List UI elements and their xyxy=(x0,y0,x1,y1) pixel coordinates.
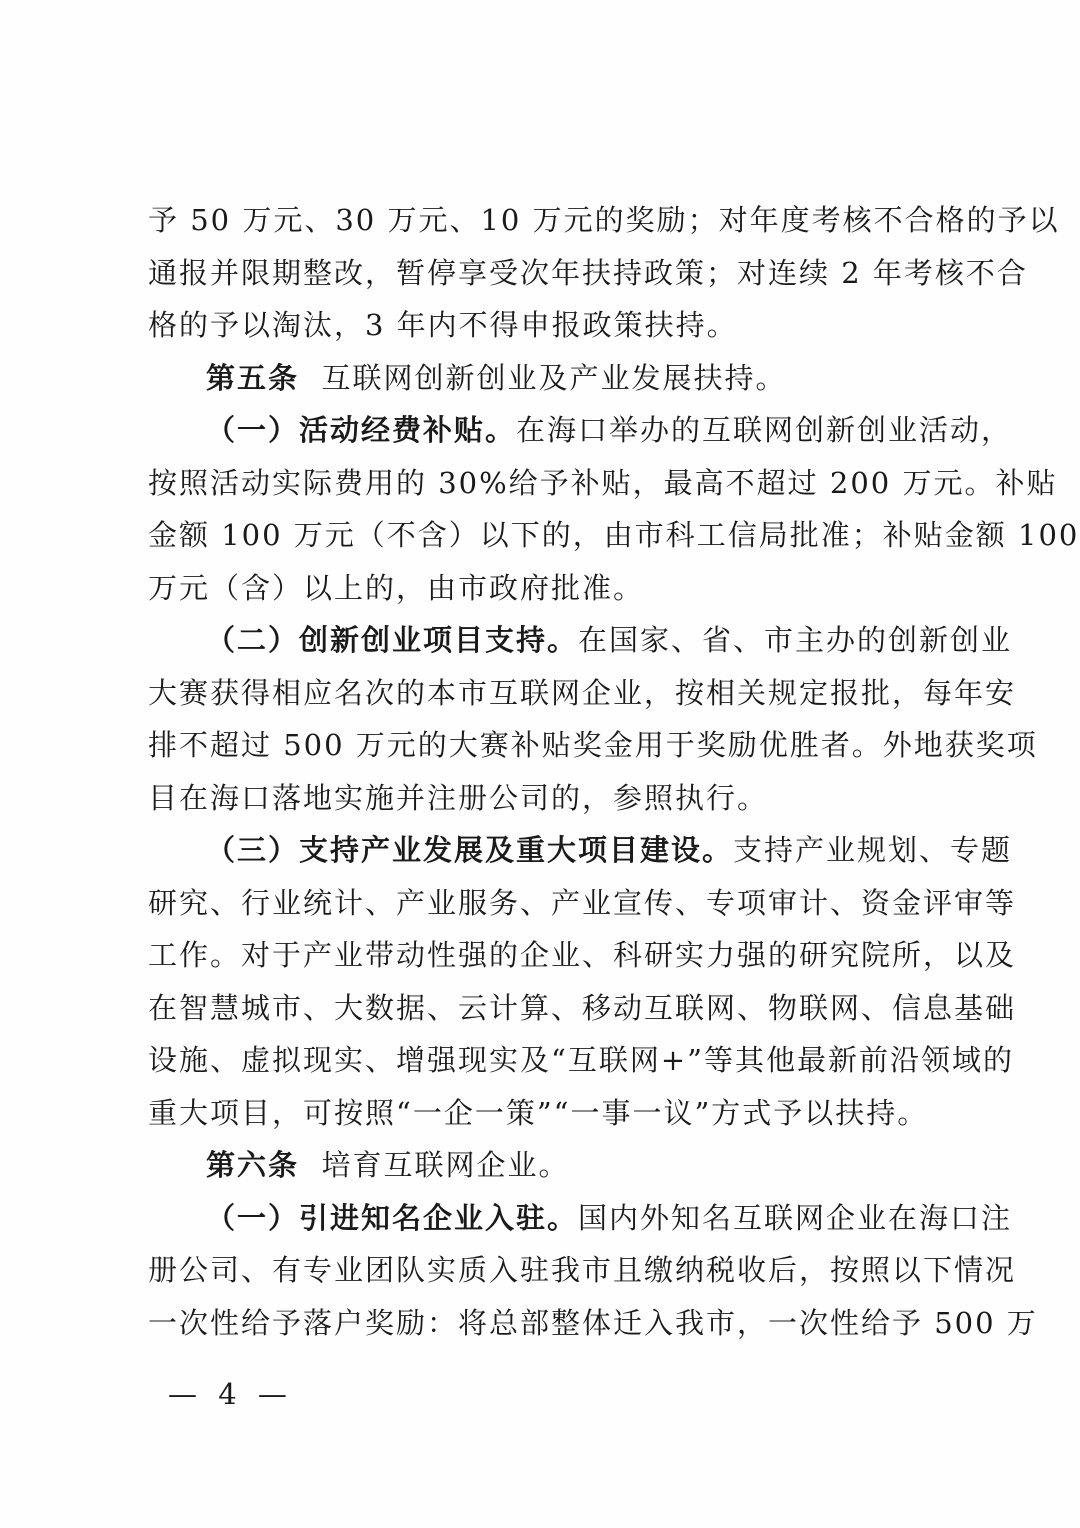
article-5-label: 第五条 xyxy=(206,360,300,395)
text-line: 目在海口落地实施并注册公司的，参照执行。 xyxy=(148,780,769,815)
clause-6-1-first-line xyxy=(148,1192,1013,1245)
clause-5-2-first-line xyxy=(148,614,1013,667)
clause-5-3-text: 支持产业规划、专题 xyxy=(733,833,1013,867)
clause-5-3-first-line xyxy=(148,824,1013,877)
text-line: 排不超过 500 万元的大赛补贴奖金用于奖励优胜者。外地获奖项 xyxy=(148,728,1038,762)
clause-5-1-first-line xyxy=(148,404,1013,457)
clause-6-1-heading: （一）引进知名企业入驻。 xyxy=(206,1200,579,1235)
text-line: 一次性给予落户奖励：将总部整体迁入我市，一次性给予 500 万 xyxy=(148,1305,1038,1340)
clause-5-1-heading: （一）活动经费补贴。 xyxy=(206,413,517,447)
article-5-heading-line xyxy=(148,352,948,405)
clause-5-2-text: 在国家、省、市主办的创新创业 xyxy=(578,623,1013,657)
text-line: 册公司、有专业团队实质入驻我市且缴纳税收后，按照以下情况 xyxy=(148,1253,1017,1287)
text-line: 在智慧城市、大数据、云计算、移动互联网、物联网、信息基础 xyxy=(148,990,1017,1025)
clause-6-1-text: 国内外知名互联网企业在海口注 xyxy=(578,1200,1013,1235)
clause-5-2-heading: （二）创新创业项目支持。 xyxy=(206,623,579,657)
text-line: 万元（含）以上的，由市政府批准。 xyxy=(148,570,645,605)
document-body xyxy=(148,194,1080,1349)
text-line: 格的予以淘汰，3 年内不得申报政策扶持。 xyxy=(148,308,738,342)
text-line: 大赛获得相应名次的本市互联网企业，按相关规定报批，每年安 xyxy=(148,675,1017,710)
text-line: 设施、虚拟现实、增强现实及“互联网+”等其他最新前沿领域的 xyxy=(148,1043,1014,1077)
text-line: 研究、行业统计、产业服务、产业宣传、专项审计、资金评审等 xyxy=(148,885,1017,920)
text-line: 工作。对于产业带动性强的企业、科研实力强的研究院所，以及 xyxy=(148,938,1017,972)
article-5-title: 互联网创新创业及产业发展扶持。 xyxy=(321,360,787,395)
text-line: 重大项目，可按照“一企一策”“一事一议”方式予以扶持。 xyxy=(148,1095,929,1130)
text-line: 按照活动实际费用的 30%给予补贴，最高不超过 200 万元。补贴 xyxy=(148,465,1058,500)
article-6-heading-line xyxy=(148,1139,948,1192)
clause-5-1-text: 在海口举办的互联网创新创业活动， xyxy=(516,413,1013,447)
article-6-label: 第六条 xyxy=(206,1148,300,1182)
article-6-title: 培育互联网企业。 xyxy=(321,1148,570,1182)
text-line: 予 50 万元、30 万元、10 万元的奖励；对年度考核不合格的予以 xyxy=(148,203,1060,237)
clause-5-3-heading: （三）支持产业发展及重大项目建设。 xyxy=(206,833,734,867)
page-number: — 4 — xyxy=(168,1377,293,1411)
text-line: 通报并限期整改，暂停享受次年扶持政策；对连续 2 年考核不合 xyxy=(148,255,1028,290)
text-line: 金额 100 万元（不含）以下的，由市科工信局批准；补贴金额 100 xyxy=(148,518,1080,552)
